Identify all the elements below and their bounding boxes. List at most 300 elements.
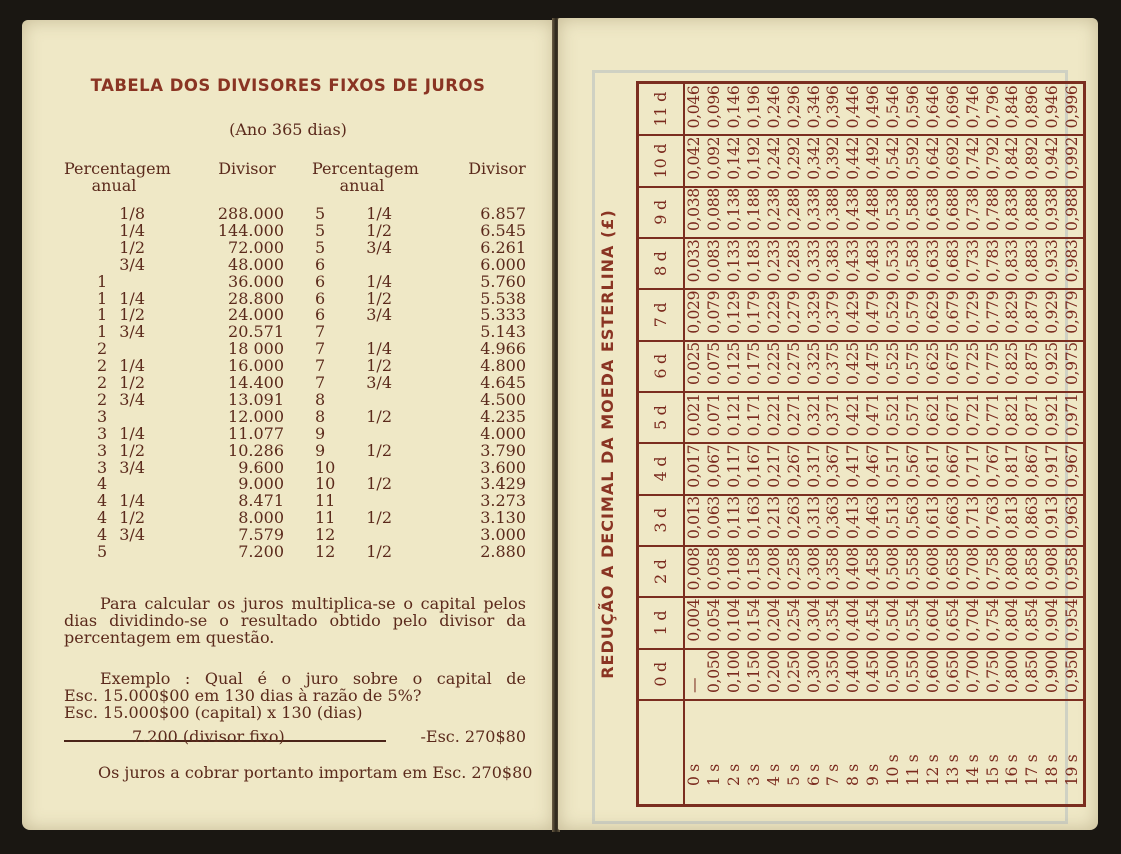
- decimal-value: 0,729: [963, 289, 983, 340]
- decimal-value: 0,921: [1043, 392, 1063, 443]
- decimal-value: 0,979: [1063, 289, 1083, 340]
- decimal-value: 0,821: [1003, 392, 1023, 443]
- decimal-value: 0,850: [1023, 649, 1043, 700]
- percentage-integer: 3: [97, 440, 108, 460]
- decimal-value: 0,092: [705, 135, 725, 186]
- decimal-value: 0,717: [963, 443, 983, 494]
- row-label-shillings: 19 s: [1063, 754, 1082, 786]
- decimal-value: 0,408: [844, 546, 864, 597]
- decimal-value: 0,317: [804, 443, 824, 494]
- decimal-value: 0,308: [804, 546, 824, 597]
- example-numerator: Esc. 15.000$00 (capital) x 130 (dias): [64, 703, 363, 722]
- decimal-value: 0,429: [844, 289, 864, 340]
- decimal-value: 0,504: [884, 597, 904, 648]
- decimal-value: 0,367: [824, 443, 844, 494]
- percentage-fraction: 1/4: [366, 339, 392, 359]
- percentage-fraction: 1/2: [366, 508, 392, 528]
- decimal-value: 0,967: [1063, 443, 1083, 494]
- decimal-value: 0,700: [963, 649, 983, 700]
- header-percentage-2: [312, 159, 419, 195]
- decimal-value: 0,913: [1043, 495, 1063, 546]
- decimal-value: 0,563: [904, 495, 924, 546]
- decimal-value: 0,400: [844, 649, 864, 700]
- divisor-value: 288.000: [217, 204, 284, 223]
- percentage-integer: 9: [315, 440, 326, 460]
- percentage-fraction: 3/4: [366, 305, 392, 325]
- decimal-value: 0,696: [944, 84, 964, 135]
- decimal-value: 0,617: [924, 443, 944, 494]
- table-row: [924, 84, 944, 804]
- row-label-shillings: 6 s: [804, 764, 823, 786]
- decimal-value: 0,479: [864, 289, 884, 340]
- percentage-fraction: 3/4: [119, 525, 145, 545]
- decimal-value: 0,804: [1003, 597, 1023, 648]
- percentage-integer: 6: [315, 271, 326, 291]
- decimal-value: 0,875: [1023, 341, 1043, 392]
- decimal-value: 0,342: [804, 135, 824, 186]
- decimal-value: 0,275: [784, 341, 804, 392]
- left-page: [22, 20, 554, 830]
- divisor-value: 13.091: [228, 389, 284, 409]
- table-row: [784, 84, 804, 804]
- percentage-integer: 1: [97, 271, 108, 291]
- decimal-value: 0,525: [884, 341, 904, 392]
- decimal-value: 0,642: [924, 135, 944, 186]
- decimal-value: 0,892: [1023, 135, 1043, 186]
- decimal-value: 0,075: [705, 341, 725, 392]
- decimal-value: 0,213: [765, 495, 785, 546]
- percentage-integer: 10: [315, 474, 336, 494]
- divisor-value: 3.130: [480, 508, 526, 528]
- percentage-fraction: 3/4: [366, 237, 392, 257]
- percentage-fraction: 1/2: [119, 305, 145, 325]
- decimal-value: 0,446: [844, 84, 864, 135]
- decimal-value: 0,246: [765, 84, 785, 135]
- decimal-value: 0,463: [864, 495, 884, 546]
- divisor-value: 48.000: [228, 254, 284, 274]
- row-label-shillings: 10 s: [884, 754, 903, 786]
- decimal-value: 0,267: [784, 443, 804, 494]
- decimal-value: 0,258: [784, 546, 804, 597]
- decimal-value: 0,179: [745, 289, 765, 340]
- decimal-value: 0,263: [784, 495, 804, 546]
- decimal-value: 0,033: [684, 238, 705, 289]
- decimal-value: 0,083: [705, 238, 725, 289]
- decimal-value: 0,471: [864, 392, 884, 443]
- decimal-value: 0,133: [725, 238, 745, 289]
- decimal-value: 0,050: [705, 649, 725, 700]
- percentage-fraction: 1/4: [119, 288, 145, 308]
- decimal-value: 0,138: [725, 187, 745, 238]
- divisor-value: 5.333: [480, 305, 526, 325]
- table-row: [864, 84, 884, 804]
- percentage-fraction: 1/2: [119, 373, 145, 392]
- divisor-value: 10.286: [228, 440, 284, 460]
- percentage-fraction: 1/2: [366, 406, 392, 426]
- page-subtitle: (Ano 365 dias): [229, 120, 347, 139]
- percentage-integer: 9: [315, 423, 326, 443]
- decimal-value: 0,325: [804, 341, 824, 392]
- percentage-fraction: 1/2: [366, 356, 392, 376]
- divisor-value: 6.545: [480, 220, 526, 240]
- percentage-integer: 12: [315, 542, 336, 561]
- divisor-value: 7.200: [238, 542, 284, 561]
- decimal-value: 0,458: [864, 546, 884, 597]
- decimal-value: 0,171: [745, 392, 765, 443]
- percentage-fraction: 1/8: [119, 204, 145, 223]
- header-label: Percentagem: [64, 159, 171, 178]
- row-label-shillings: 3 s: [744, 764, 763, 786]
- decimal-value: 0,633: [924, 238, 944, 289]
- percentage-integer: 1: [97, 305, 108, 325]
- decimal-value: 0,533: [884, 238, 904, 289]
- decimal-value: 0,271: [784, 392, 804, 443]
- percentage-integer: 1: [97, 288, 108, 308]
- table-row: [1023, 84, 1043, 804]
- decimal-value: 0,392: [824, 135, 844, 186]
- column-header-pence: 11 d: [639, 84, 684, 135]
- percentage-fraction: 1/2: [366, 220, 392, 240]
- table-row: [963, 84, 983, 804]
- decimal-value: 0,658: [944, 546, 964, 597]
- divisor-value: 144.000: [217, 220, 284, 240]
- decimal-value: 0,583: [904, 238, 924, 289]
- percentage-integer: 12: [315, 525, 336, 545]
- percentage-fraction: 1/4: [366, 271, 392, 291]
- decimal-value: 0,188: [745, 187, 765, 238]
- table-row: [804, 84, 824, 804]
- row-label-shillings: 1 s: [705, 764, 724, 786]
- decimal-value: 0,175: [745, 341, 765, 392]
- percentage-integer: 4: [97, 508, 108, 528]
- divisor-value: 8.000: [238, 508, 284, 528]
- decimal-value: 0,521: [884, 392, 904, 443]
- divisor-value: 4.966: [480, 339, 526, 359]
- percentage-integer: 4: [97, 491, 108, 511]
- column-header-pence: 6 d: [639, 341, 684, 392]
- decimal-value: 0,846: [1003, 84, 1023, 135]
- decimal-value: 0,554: [904, 597, 924, 648]
- table-header-row: [639, 84, 684, 804]
- decimal-value: 0,917: [1043, 443, 1063, 494]
- divisor-value: 11.077: [228, 423, 284, 443]
- decimal-value: 0,704: [963, 597, 983, 648]
- decimal-value: 0,304: [804, 597, 824, 648]
- decimal-value: 0,663: [944, 495, 964, 546]
- percentage-integer: 7: [315, 339, 326, 359]
- decimal-value: 0,346: [804, 84, 824, 135]
- percentage-integer: 7: [315, 356, 326, 376]
- decimal-value: 0,713: [963, 495, 983, 546]
- decimal-value: 0,421: [844, 392, 864, 443]
- decimal-value: 0,808: [1003, 546, 1023, 597]
- decimal-value: 0,250: [784, 649, 804, 700]
- decimal-value: 0,108: [725, 546, 745, 597]
- divisor-value: 4.235: [480, 406, 526, 426]
- divisor-value: 3.000: [480, 525, 526, 545]
- table-row: [684, 84, 705, 804]
- decimal-value: 0,321: [804, 392, 824, 443]
- decimal-value: 0,192: [745, 135, 765, 186]
- decimal-value: 0,383: [824, 238, 844, 289]
- decimal-value: 0,767: [983, 443, 1003, 494]
- decimal-value: 0,863: [1023, 495, 1043, 546]
- table-row: [824, 84, 844, 804]
- decimal-value: 0,475: [864, 341, 884, 392]
- decimal-value: 0,142: [725, 135, 745, 186]
- percentage-fraction: 3/4: [119, 322, 145, 342]
- decimal-value: 0,100: [725, 649, 745, 700]
- percentage-fraction: 3/4: [366, 373, 392, 392]
- divisor-value: 3.273: [480, 491, 526, 511]
- divisor-value: 3.790: [480, 440, 526, 460]
- percentage-fraction: 1/4: [119, 491, 145, 511]
- percentage-fraction: 1/2: [366, 542, 392, 561]
- decimal-value: 0,746: [963, 84, 983, 135]
- percentage-fraction: 1/2: [119, 237, 145, 257]
- decimal-value: 0,975: [1063, 341, 1083, 392]
- decimal-value: 0,904: [1043, 597, 1063, 648]
- table-row: [1063, 84, 1083, 804]
- decimal-value: 0,954: [1063, 597, 1083, 648]
- table-row: [904, 84, 924, 804]
- column-header-pence: 3 d: [639, 495, 684, 546]
- decimal-value: 0,692: [944, 135, 964, 186]
- decimal-value: 0,796: [983, 84, 1003, 135]
- column-header-pence: 2 d: [639, 546, 684, 597]
- percentage-integer: 5: [315, 204, 326, 223]
- decimal-value: 0,950: [1063, 649, 1083, 700]
- decimal-value: 0,596: [904, 84, 924, 135]
- percentage-fraction: 3/4: [119, 457, 145, 477]
- decimal-value: 0,604: [924, 597, 944, 648]
- decimal-value: 0,500: [884, 649, 904, 700]
- decimal-value: 0,754: [983, 597, 1003, 648]
- example-denominator: 7.200 (divisor fixo): [132, 727, 285, 746]
- decimal-value: 0,854: [1023, 597, 1043, 648]
- decimal-value: 0,750: [983, 649, 1003, 700]
- decimal-value: 0,488: [864, 187, 884, 238]
- decimal-value: 0,971: [1063, 392, 1083, 443]
- divisor-value: 20.571: [228, 322, 284, 342]
- decimal-value: 0,379: [824, 289, 844, 340]
- decimal-value: 0,354: [824, 597, 844, 648]
- decimal-value: 0,529: [884, 289, 904, 340]
- decimal-value: 0,558: [904, 546, 924, 597]
- decimal-value: 0,375: [824, 341, 844, 392]
- decimal-value: 0,254: [784, 597, 804, 648]
- percentage-integer: 2: [97, 389, 108, 409]
- decimal-value: 0,088: [705, 187, 725, 238]
- header-label: Percentagem: [312, 159, 419, 178]
- decimal-value: 0,763: [983, 495, 1003, 546]
- percentage-fraction: 1/4: [366, 204, 392, 223]
- row-label-shillings: 9 s: [864, 764, 883, 786]
- decimal-value: 0,404: [844, 597, 864, 648]
- decimal-value: 0,567: [904, 443, 924, 494]
- divisor-value: 9.600: [238, 457, 284, 477]
- decimal-value: 0,058: [705, 546, 725, 597]
- example-result: -Esc. 270$80: [420, 727, 526, 746]
- decimal-value: 0,167: [745, 443, 765, 494]
- decimal-value: 0,817: [1003, 443, 1023, 494]
- divisor-value: 4.800: [480, 356, 526, 376]
- decimal-value: 0,433: [844, 238, 864, 289]
- decimal-value: 0,158: [745, 546, 765, 597]
- decimal-value: 0,613: [924, 495, 944, 546]
- decimal-value: 0,758: [983, 546, 1003, 597]
- sterling-table: [636, 81, 1086, 807]
- divisor-value: 6.000: [480, 254, 526, 274]
- decimal-value: 0,879: [1023, 289, 1043, 340]
- percentage-integer: 11: [315, 491, 336, 511]
- decimal-value: 0,708: [963, 546, 983, 597]
- decimal-value: 0,867: [1023, 443, 1043, 494]
- decimal-value: 0,942: [1043, 135, 1063, 186]
- column-header-pence: 0 d: [639, 649, 684, 700]
- decimal-value: 0,338: [804, 187, 824, 238]
- decimal-value: 0,067: [705, 443, 725, 494]
- row-label-shillings: 12 s: [923, 754, 942, 786]
- decimal-value: 0,725: [963, 341, 983, 392]
- decimal-value: 0,467: [864, 443, 884, 494]
- decimal-value: 0,996: [1063, 84, 1083, 135]
- table-row: [884, 84, 904, 804]
- decimal-value: 0,450: [864, 649, 884, 700]
- decimal-value: 0,621: [924, 392, 944, 443]
- divisor-value: 16.000: [228, 356, 284, 376]
- percentage-integer: 2: [97, 373, 108, 392]
- row-label-shillings: 11 s: [904, 754, 922, 786]
- decimal-value: 0,542: [884, 135, 904, 186]
- decimal-value: 0,721: [963, 392, 983, 443]
- decimal-value: 0,017: [684, 443, 705, 494]
- decimal-value: 0,079: [705, 289, 725, 340]
- decimal-value: 0,004: [684, 597, 705, 648]
- percentage-integer: 2: [97, 339, 108, 359]
- decimal-value: 0,038: [684, 187, 705, 238]
- percentage-integer: 8: [315, 406, 326, 426]
- header-divisor-1: Divisor: [218, 159, 276, 178]
- decimal-value: 0,163: [745, 495, 765, 546]
- decimal-value: 0,629: [924, 289, 944, 340]
- decimal-value: 0,025: [684, 341, 705, 392]
- divisor-value: 7.579: [238, 525, 284, 545]
- decimal-value: 0,608: [924, 546, 944, 597]
- column-header-pence: 10 d: [639, 135, 684, 186]
- decimal-value: 0,813: [1003, 495, 1023, 546]
- table-row: [705, 84, 725, 804]
- decimal-value: 0,008: [684, 546, 705, 597]
- row-label-shillings: 18 s: [1043, 754, 1062, 786]
- decimal-value: —: [684, 649, 705, 700]
- decimal-value: 0,517: [884, 443, 904, 494]
- row-label-shillings: 13 s: [943, 754, 962, 786]
- decimal-value: 0,233: [765, 238, 785, 289]
- decimal-value: 0,063: [705, 495, 725, 546]
- divisor-value: 2.880: [480, 542, 526, 561]
- divisor-value: 4.000: [480, 423, 526, 443]
- decimal-value: 0,313: [804, 495, 824, 546]
- decimal-value: 0,738: [963, 187, 983, 238]
- percentage-fraction: 1/4: [119, 423, 145, 443]
- decimal-value: 0,296: [784, 84, 804, 135]
- decimal-value: 0,396: [824, 84, 844, 135]
- decimal-value: 0,054: [705, 597, 725, 648]
- percentage-integer: 4: [97, 474, 108, 494]
- decimal-value: 0,438: [844, 187, 864, 238]
- decimal-value: 0,042: [684, 135, 705, 186]
- decimal-value: 0,350: [824, 649, 844, 700]
- column-header-pence: 5 d: [639, 392, 684, 443]
- percentage-fraction: 1/4: [119, 220, 145, 240]
- percentage-fraction: 1/2: [366, 288, 392, 308]
- row-label-shillings: 15 s: [983, 754, 1002, 786]
- decimal-value: 0,742: [963, 135, 983, 186]
- table-row: [1043, 84, 1063, 804]
- decimal-value: 0,671: [944, 392, 964, 443]
- divisor-value: 36.000: [228, 271, 284, 291]
- decimal-value: 0,783: [983, 238, 1003, 289]
- decimal-value: 0,829: [1003, 289, 1023, 340]
- decimal-value: 0,888: [1023, 187, 1043, 238]
- decimal-value: 0,896: [1023, 84, 1043, 135]
- decimal-value: 0,154: [745, 597, 765, 648]
- decimal-value: 0,925: [1043, 341, 1063, 392]
- decimal-value: 0,538: [884, 187, 904, 238]
- decimal-value: 0,667: [944, 443, 964, 494]
- row-label-shillings: 5 s: [784, 764, 803, 786]
- percentage-integer: 3: [97, 457, 108, 477]
- decimal-value: 0,800: [1003, 649, 1023, 700]
- decimal-value: 0,650: [944, 649, 964, 700]
- decimal-value: 0,292: [784, 135, 804, 186]
- decimal-value: 0,363: [824, 495, 844, 546]
- example-line-1: Exemplo : Qual é o juro sobre o capital de: [100, 669, 526, 688]
- decimal-value: 0,775: [983, 341, 1003, 392]
- percentage-fraction: 3/4: [119, 389, 145, 409]
- decimal-value: 0,838: [1003, 187, 1023, 238]
- decimal-value: 0,550: [904, 649, 924, 700]
- decimal-value: 0,958: [1063, 546, 1083, 597]
- decimal-value: 0,146: [725, 84, 745, 135]
- percentage-integer: 3: [97, 406, 108, 426]
- decimal-value: 0,329: [804, 289, 824, 340]
- decimal-value: 0,071: [705, 392, 725, 443]
- table-row: [1003, 84, 1023, 804]
- decimal-value: 0,288: [784, 187, 804, 238]
- divisor-value: 9.000: [238, 474, 284, 494]
- decimal-value: 0,825: [1003, 341, 1023, 392]
- table-row: [844, 84, 864, 804]
- decimal-value: 0,988: [1063, 187, 1083, 238]
- decimal-value: 0,104: [725, 597, 745, 648]
- percentage-integer: 1: [97, 322, 108, 342]
- column-header-pence: 8 d: [639, 238, 684, 289]
- table-row: [983, 84, 1003, 804]
- row-label-shillings: 8 s: [844, 764, 863, 786]
- decimal-value: 0,046: [684, 84, 705, 135]
- decimal-value: 0,983: [1063, 238, 1083, 289]
- percentage-integer: 6: [315, 305, 326, 325]
- decimal-value: 0,771: [983, 392, 1003, 443]
- decimal-value: 0,546: [884, 84, 904, 135]
- decimal-value: 0,283: [784, 238, 804, 289]
- decimal-value: 0,021: [684, 392, 705, 443]
- decimal-value: 0,129: [725, 289, 745, 340]
- decimal-value: 0,683: [944, 238, 964, 289]
- decimal-value: 0,513: [884, 495, 904, 546]
